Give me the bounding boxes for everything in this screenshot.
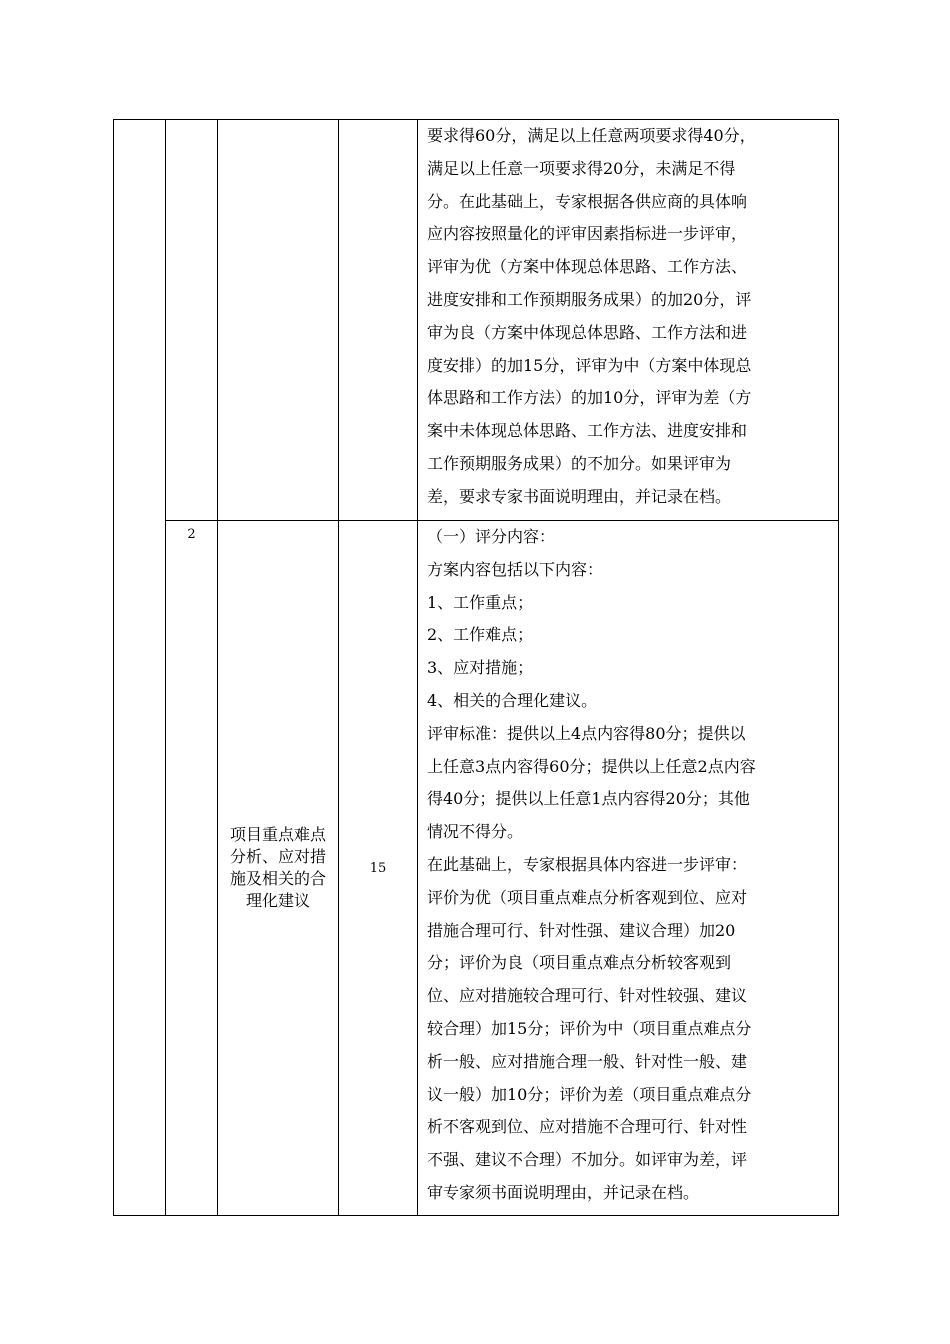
scoring-table [113,119,839,1216]
item-cell [218,120,339,521]
criteria-line: 度安排）的加15分，评审为中（方案中体现总 [427,355,752,375]
category-cell [114,120,166,1216]
criteria-line: 4、相关的合理化建议。 [427,690,598,710]
criteria-line: 得40分；提供以上任意1点内容得20分；其他 [427,789,750,809]
criteria-line: 评审标准：提供以上4点内容得80分；提供以 [427,723,746,743]
criteria-line: 议一般）加10分；评价为差（项目重点难点分 [427,1084,752,1104]
item-score: 15 [339,521,418,1216]
criteria-text [418,120,838,514]
criteria-line: 体思路和工作方法）的加10分，评审为差（方 [427,388,752,408]
criteria-line: 满足以上任意一项要求得20分，未满足不得 [427,158,736,178]
criteria-cell [418,521,839,1216]
criteria-cell [418,120,839,521]
criteria-line: 评审为优（方案中体现总体思路、工作方法、 [427,257,748,277]
item-number: 2 [166,521,218,1216]
criteria-line: 位、应对措施较合理可行、针对性较强、建议 [427,986,748,1006]
criteria-line: 析不客观到位、应对措施不合理可行、针对性 [427,1117,748,1137]
criteria-line: 评价为优（项目重点难点分析客观到位、应对 [427,887,748,907]
criteria-line: 措施合理可行、针对性强、建议合理）加20 [427,920,736,940]
criteria-line: 1、工作重点； [427,592,534,612]
criteria-line: 进度安排和工作预期服务成果）的加20分，评 [427,289,752,309]
score-cell [339,120,418,521]
criteria-line: 分；评价为良（项目重点难点分析较客观到 [427,953,732,973]
criteria-line: 审专家须书面说明理由，并记录在档。 [427,1182,700,1202]
table-row [114,120,839,521]
criteria-line: 上任意3点内容得60分；提供以上任意2点内容 [427,756,756,776]
criteria-line: 较合理）加15分；评价为中（项目重点难点分 [427,1018,752,1038]
criteria-line: 审为良（方案中体现总体思路、工作方法和进 [427,322,748,342]
criteria-line: 差，要求专家书面说明理由，并记录在档。 [427,486,732,506]
criteria-line: 3、应对措施； [427,658,534,678]
criteria-line: 案中未体现总体思路、工作方法、进度安排和 [427,421,748,441]
criteria-line: 分。在此基础上，专家根据各供应商的具体响 [427,191,748,211]
criteria-line: 工作预期服务成果）的不加分。如果评审为 [427,453,732,473]
criteria-line: 方案内容包括以下内容： [427,559,604,579]
item-name: 项目重点难点分析、应对措施及相关的合理化建议 [218,521,339,1216]
criteria-line: 不强、建议不合理）不加分。如评审为差，评 [427,1150,748,1170]
criteria-text [418,521,838,1210]
criteria-line: 要求得60分，满足以上任意两项要求得40分， [427,126,756,145]
criteria-line: 应内容按照量化的评审因素指标进一步评审， [427,224,748,244]
criteria-line: 2、工作难点； [427,625,534,645]
number-cell [166,120,218,521]
criteria-line: （一）评分内容： [427,527,556,546]
criteria-line: 情况不得分。 [427,822,524,842]
table-row [114,521,839,1216]
criteria-line: 析一般、应对措施合理一般、针对性一般、建 [427,1051,748,1071]
criteria-line: 在此基础上，专家根据具体内容进一步评审： [427,854,748,874]
